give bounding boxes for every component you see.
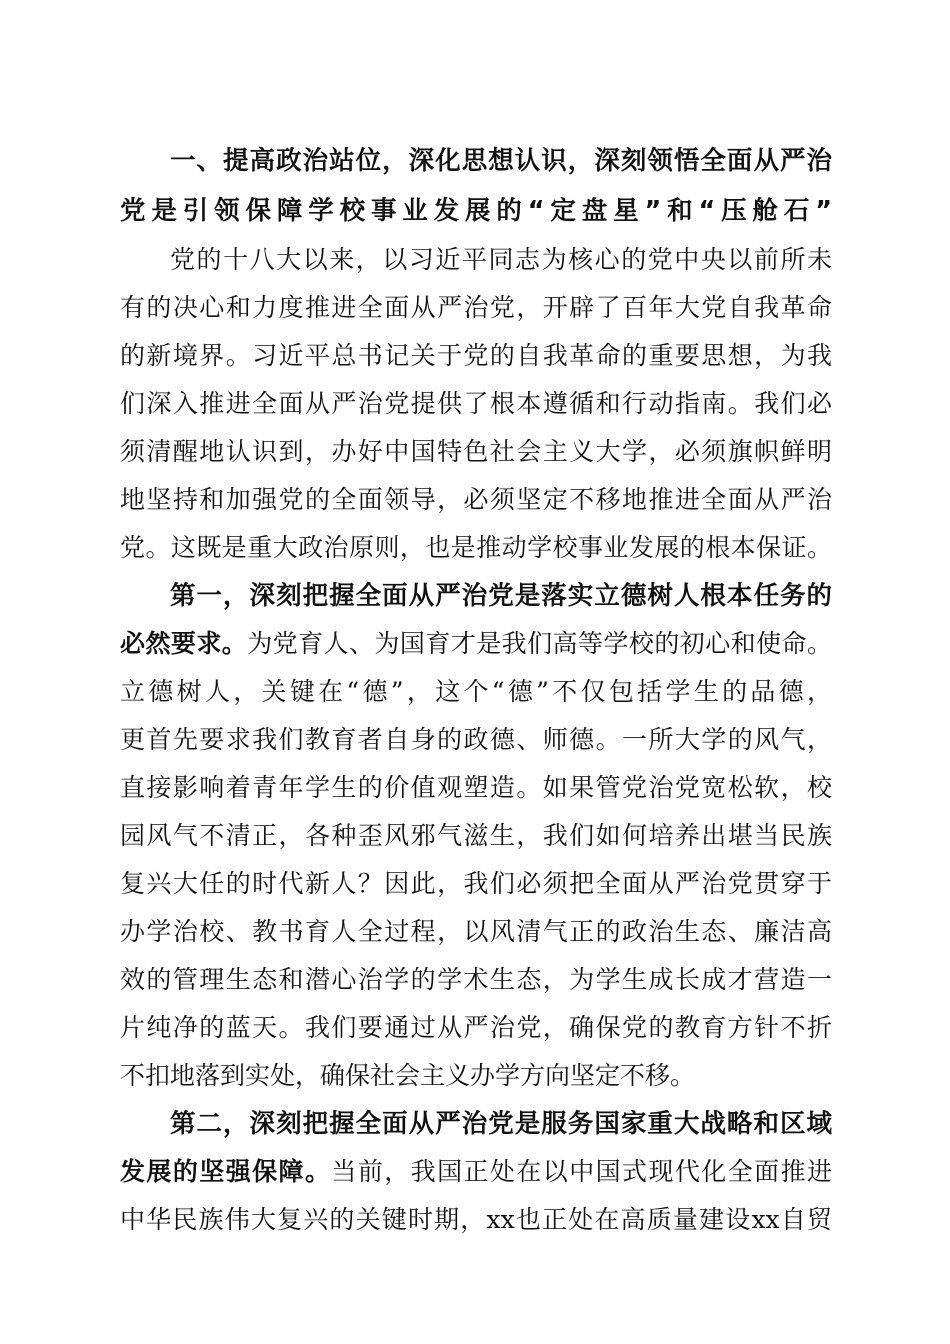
paragraph-1-line-4: 们深入推进全面从严治党提供了根本遵循和行动指南。我们必 [120,389,832,418]
section-heading-line-1: 一、提高政治站位，深化思想认识，深刻领悟全面从严治 [170,146,832,176]
paragraph-2-line-6: 园风气不清正，各种歪风邪气滋生，我们如何培养出堪当民族 [120,821,832,850]
paragraph-2-line-8: 办学治校、教书育人全过程，以风清气正的政治生态、廉洁高 [120,917,832,946]
paragraph-2-line-5: 直接影响着青年学生的价值观塑造。如果管党治党宽松软，校 [120,773,832,802]
paragraph-2-lead-bold: 第一，深刻把握全面从严治党是落实立德树人根本任务的 [170,581,832,611]
paragraph-2-line-11: 不扣地落到实处，确保社会主义办学方向坚定不移。 [120,1061,696,1090]
paragraph-2-line-10: 片纯净的蓝天。我们要通过从严治党，确保党的教育方针不折 [120,1013,832,1042]
paragraph-2-lead-bold-end: 必然要求。 [120,629,248,658]
paragraph-3-line-3: 中华民族伟大复兴的关键时期，xx也正处在高质量建设xx自贸 [120,1205,832,1234]
paragraph-3-line-2-text: 当前，我国正处在以中国式现代化全面推进 [331,1157,832,1186]
paragraph-1-line-3: 的新境界。习近平总书记关于党的自我革命的重要思想，为我 [120,341,832,370]
paragraph-1-line-1: 党的十八大以来，以习近平同志为核心的党中央以前所未 [170,245,832,274]
paragraph-1-line-7: 党。这既是重大政治原则，也是推动学校事业发展的根本保证。 [120,533,832,562]
paragraph-2-line-4: 更首先要求我们教育者自身的政德、师德。一所大学的风气， [120,725,832,754]
paragraph-2-line-2-text: 为党育人、为国育才是我们高等学校的初心和使命。 [247,629,832,658]
paragraph-1-line-2: 有的决心和力度推进全面从严治党，开辟了百年大党自我革命 [120,293,832,322]
paragraph-3-lead-bold-end: 发展的坚强保障。 [120,1157,332,1186]
paragraph-2-line-3: 立德树人，关键在“德”，这个“德”不仅包括学生的品德， [120,677,832,706]
paragraph-2-line-7: 复兴大任的时代新人？因此，我们必须把全面从严治党贯穿于 [120,869,832,898]
paragraph-2-line-2 [120,624,832,664]
section-heading-line-2: 党是引领保障学校事业发展的“定盘星”和“压舱石” [120,196,832,226]
paragraph-3-line-2 [120,1152,832,1192]
paragraph-3-lead-bold: 第二，深刻把握全面从严治党是服务国家重大战略和区域 [170,1109,832,1139]
paragraph-2-line-9: 效的管理生态和潜心治学的学术生态，为学生成长成才营造一 [120,965,832,994]
paragraph-1-line-6: 地坚持和加强党的全面领导，必须坚定不移地推进全面从严治 [120,485,832,514]
paragraph-1-line-5: 须清醒地认识到，办好中国特色社会主义大学，必须旗帜鲜明 [120,437,832,466]
